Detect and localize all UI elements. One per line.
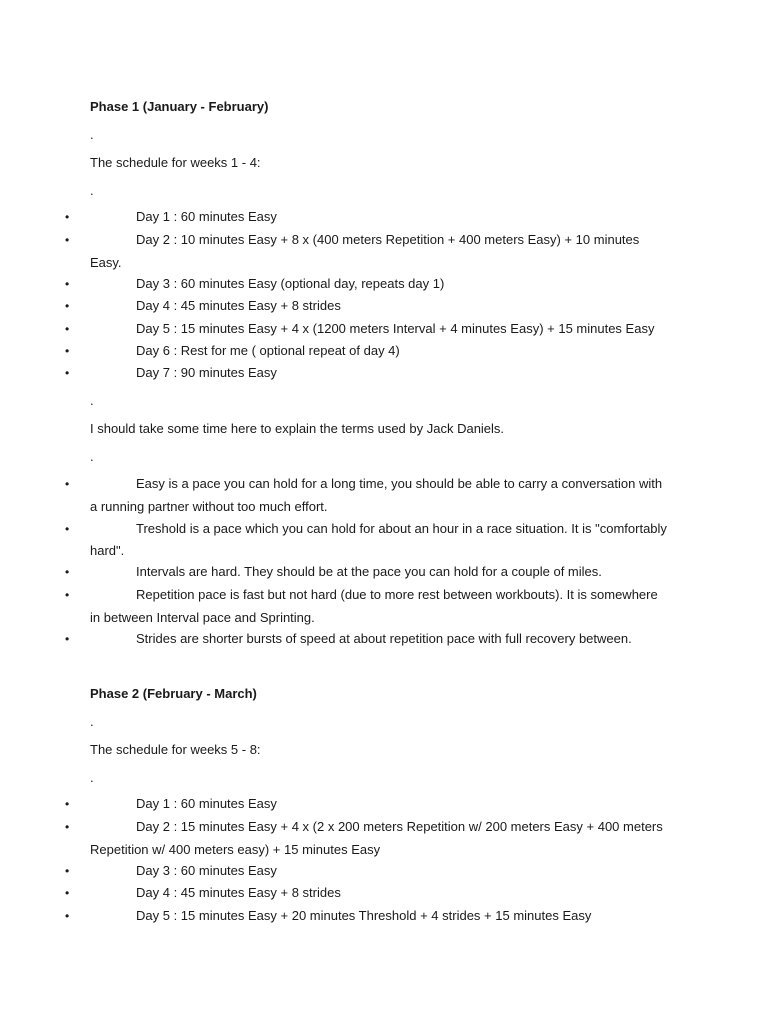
bullet-icon: •	[65, 277, 70, 291]
bullet-icon: •	[65, 322, 70, 336]
bullet-icon: •	[65, 632, 70, 646]
spacer-dot: .	[90, 127, 94, 142]
bullet-icon: •	[65, 909, 70, 923]
term-item: Treshold is a pace which you can hold for about an hour in a race situation. It is "comfortably	[136, 521, 667, 536]
term-item-continuation: a running partner without too much effort.	[90, 499, 328, 514]
list-item: Day 5 : 15 minutes Easy + 4 x (1200 meters Interval + 4 minutes Easy) + 15 minutes Easy	[136, 321, 655, 336]
term-item: Intervals are hard. They should be at the pace you can hold for a couple of miles.	[136, 564, 602, 579]
bullet-icon: •	[65, 210, 70, 224]
bullet-icon: •	[65, 820, 70, 834]
bullet-icon: •	[65, 522, 70, 536]
spacer-dot: .	[90, 770, 94, 785]
list-item: Day 2 : 10 minutes Easy + 8 x (400 meters Repetition + 400 meters Easy) + 10 minutes	[136, 232, 640, 247]
explain-paragraph: I should take some time here to explain the terms used by Jack Daniels.	[90, 421, 505, 436]
bullet-icon: •	[65, 344, 70, 358]
spacer-dot: .	[90, 449, 94, 464]
bullet-icon: •	[65, 886, 70, 900]
bullet-icon: •	[65, 797, 70, 811]
list-item: Day 4 : 45 minutes Easy + 8 strides	[136, 298, 341, 313]
bullet-icon: •	[65, 864, 70, 878]
schedule-label: The schedule for weeks 5 - 8:	[90, 742, 261, 757]
spacer-dot: .	[90, 183, 94, 198]
spacer-dot: .	[90, 393, 94, 408]
term-item-continuation: hard".	[90, 543, 125, 558]
list-item: Day 4 : 45 minutes Easy + 8 strides	[136, 885, 341, 900]
term-item: Easy is a pace you can hold for a long time, you should be able to carry a conversation with	[136, 476, 663, 491]
bullet-icon: •	[65, 233, 70, 247]
list-item: Day 5 : 15 minutes Easy + 20 minutes Threshold + 4 strides + 15 minutes Easy	[136, 908, 592, 923]
term-item: Strides are shorter bursts of speed at about repetition pace with full recovery between.	[136, 631, 632, 646]
list-item-continuation: Repetition w/ 400 meters easy) + 15 minutes Easy	[90, 842, 381, 857]
list-item: Day 1 : 60 minutes Easy	[136, 209, 277, 224]
bullet-icon: •	[65, 588, 70, 602]
bullet-icon: •	[65, 477, 70, 491]
list-item-continuation: Easy.	[90, 255, 122, 270]
bullet-icon: •	[65, 299, 70, 313]
list-item: Day 3 : 60 minutes Easy (optional day, repeats day 1)	[136, 276, 445, 291]
list-item: Day 2 : 15 minutes Easy + 4 x (2 x 200 meters Repetition w/ 200 meters Easy + 400 meters	[136, 819, 663, 834]
list-item: Day 1 : 60 minutes Easy	[136, 796, 277, 811]
phase2-heading: Phase 2 (February - March)	[90, 686, 257, 701]
bullet-icon: •	[65, 565, 70, 579]
schedule-label: The schedule for weeks 1 - 4:	[90, 155, 261, 170]
bullet-icon: •	[65, 366, 70, 380]
term-item: Repetition pace is fast but not hard (due to more rest between workbouts). It is somewhere	[136, 587, 658, 602]
list-item: Day 6 : Rest for me ( optional repeat of day 4)	[136, 343, 400, 358]
list-item: Day 3 : 60 minutes Easy	[136, 863, 277, 878]
phase1-heading: Phase 1 (January - February)	[90, 99, 269, 114]
spacer-dot: .	[90, 714, 94, 729]
term-item-continuation: in between Interval pace and Sprinting.	[90, 610, 315, 625]
list-item: Day 7 : 90 minutes Easy	[136, 365, 277, 380]
